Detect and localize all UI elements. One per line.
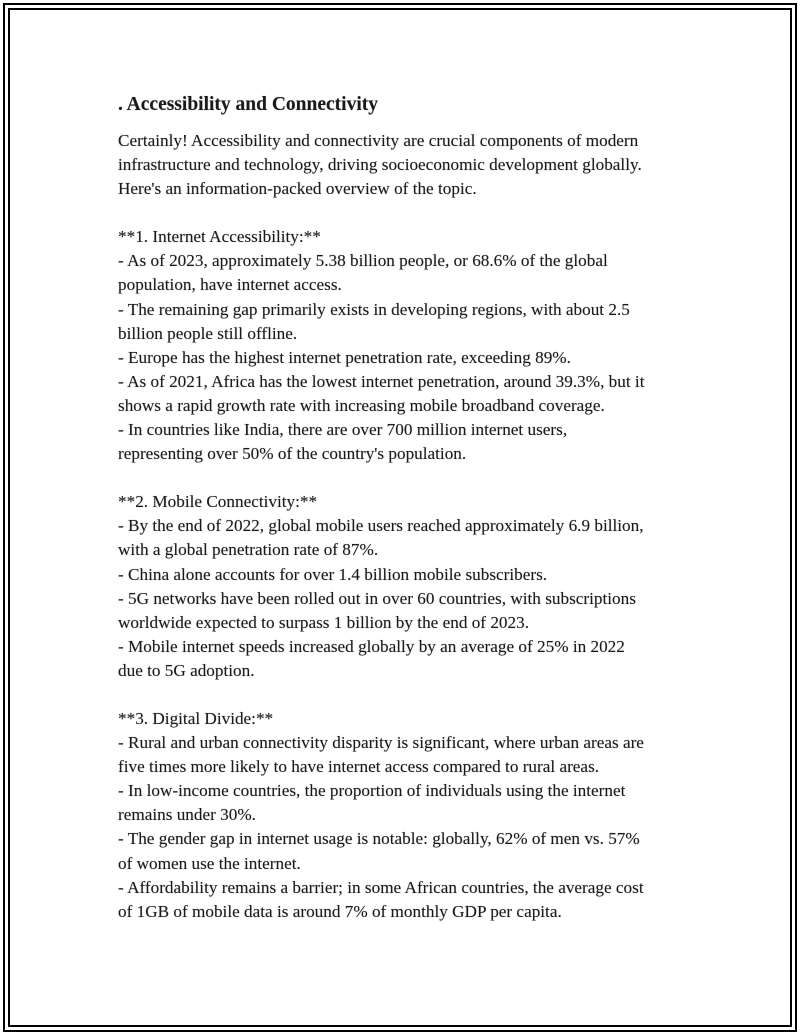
section-line: - Affordability remains a barrier; in some African countries, the average cost [118,877,644,897]
section-internet-accessibility [118,225,698,466]
section-line: worldwide expected to surpass 1 billion by the end of 2023. [118,612,529,632]
section-line: - The gender gap in internet usage is notable: globally, 62% of men vs. 57% [118,829,640,849]
section-line: population, have internet access. [118,275,342,295]
section-line: shows a rapid growth rate with increasing mobile broadband coverage. [118,395,605,415]
section-digital-divide [118,707,698,924]
section-line: remains under 30%. [118,805,256,825]
section-line: - By the end of 2022, global mobile users reached approximately 6.9 billion, [118,516,644,536]
intro-paragraph [118,129,698,201]
section-line: representing over 50% of the country's population. [118,444,467,464]
intro-line: infrastructure and technology, driving socioeconomic development globally. [118,155,642,175]
section-line: with a global penetration rate of 87%. [118,540,379,560]
section-line: - In low-income countries, the proportion of individuals using the internet [118,781,626,801]
section-mobile-connectivity [118,490,698,683]
section-line: five times more likely to have internet access compared to rural areas. [118,757,600,777]
section-line: - As of 2023, approximately 5.38 billion people, or 68.6% of the global [118,251,608,271]
section-line: - 5G networks have been rolled out in over 60 countries, with subscriptions [118,588,636,608]
section-line: due to 5G adoption. [118,660,255,680]
section-title: **1. Internet Accessibility:** [118,227,321,247]
section-line: billion people still offline. [118,323,298,343]
section-title: **2. Mobile Connectivity:** [118,492,318,512]
section-line: of women use the internet. [118,853,301,873]
section-line: - Mobile internet speeds increased globally by an average of 25% in 2022 [118,636,625,656]
section-line: - The remaining gap primarily exists in developing regions, with about 2.5 [118,299,630,319]
section-title: **3. Digital Divide:** [118,708,274,728]
section-heading: . Accessibility and Connectivity [118,94,379,115]
document-body [118,92,698,924]
section-line: - China alone accounts for over 1.4 billion mobile subscribers. [118,564,548,584]
section-line: - In countries like India, there are over 700 million internet users, [118,420,568,440]
section-line: - Rural and urban connectivity disparity is significant, where urban areas are [118,733,644,753]
intro-line: Certainly! Accessibility and connectivity are crucial components of modern [118,131,639,150]
section-line: of 1GB of mobile data is around 7% of monthly GDP per capita. [118,901,562,921]
intro-line: Here's an information-packed overview of the topic. [118,179,477,199]
section-line: - Europe has the highest internet penetration rate, exceeding 89%. [118,347,571,367]
section-line: - As of 2021, Africa has the lowest internet penetration, around 39.3%, but it [118,371,645,391]
